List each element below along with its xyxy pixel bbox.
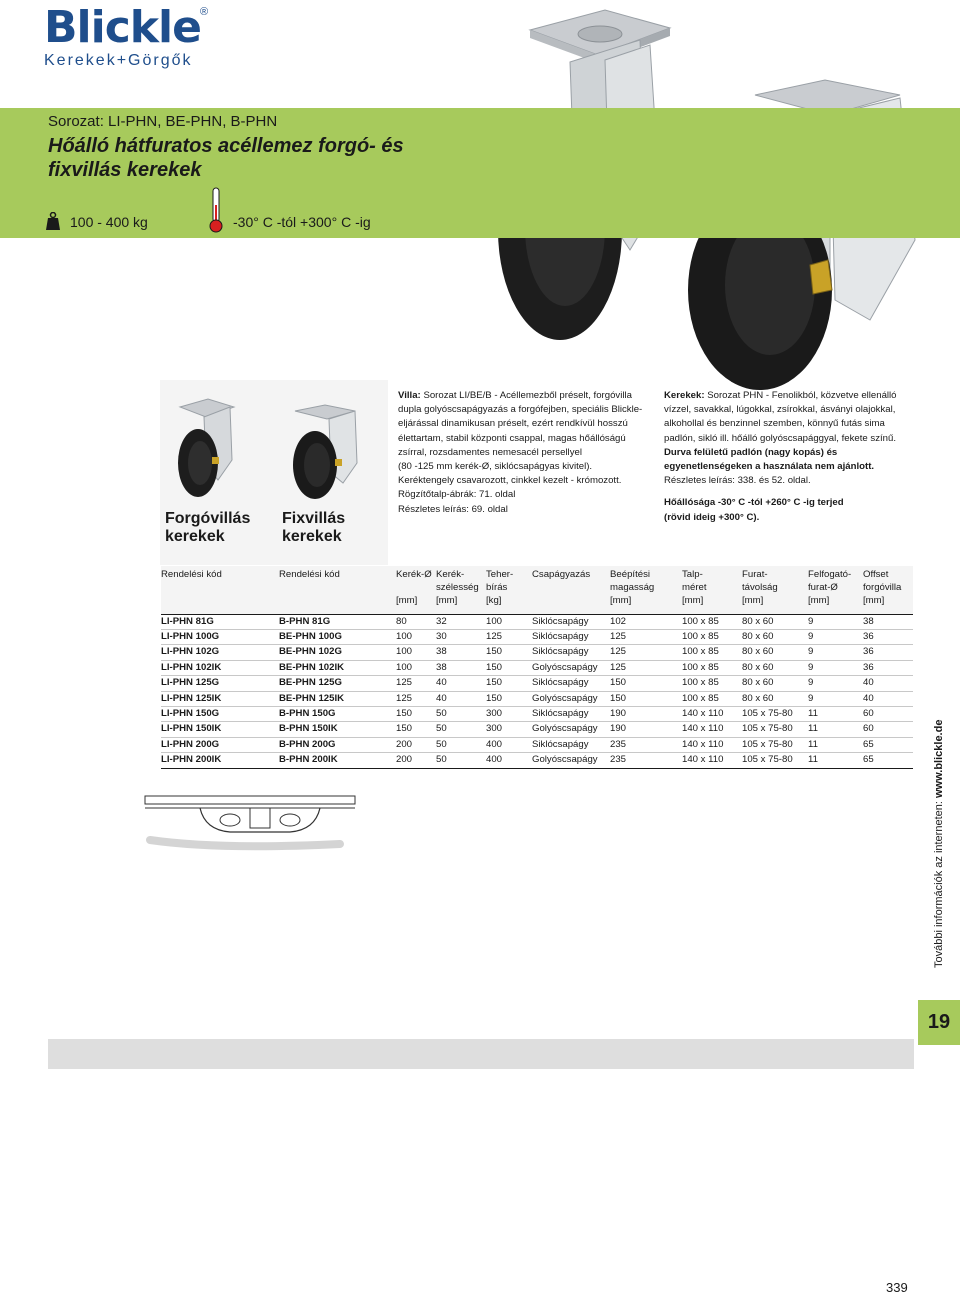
order-code-cell: B-PHN 200G xyxy=(279,737,396,752)
table-cell: 150 xyxy=(486,691,532,706)
table-cell: 9 xyxy=(808,614,863,629)
table-row xyxy=(161,722,913,737)
website-link[interactable]: www.blickle.de xyxy=(933,719,945,798)
footer-bar xyxy=(48,1039,914,1069)
table-cell: 150 xyxy=(486,660,532,675)
table-cell: 80 x 60 xyxy=(742,660,808,675)
order-code-cell: BE-PHN 125G xyxy=(279,676,396,691)
table-cell: 105 x 75-80 xyxy=(742,706,808,721)
table-cell: 50 xyxy=(436,722,486,737)
table-cell: 125 xyxy=(486,629,532,644)
swivel-caster-label: Forgóvillás kerekek xyxy=(165,510,251,545)
order-code-cell: LI-PHN 100G xyxy=(161,629,279,644)
table-cell: 150 xyxy=(396,706,436,721)
table-cell: Golyóscsapágy xyxy=(532,722,610,737)
thermometer-icon xyxy=(209,187,223,233)
column-header: Kerék-Ø [mm] xyxy=(396,569,432,606)
table-cell: 60 xyxy=(863,706,913,721)
table-row xyxy=(161,676,913,691)
page-number: 339 xyxy=(886,1280,908,1295)
table-cell: 100 x 85 xyxy=(682,691,742,706)
table-row xyxy=(161,629,913,644)
table-cell: 36 xyxy=(863,645,913,660)
table-cell: 100 x 85 xyxy=(682,645,742,660)
table-row xyxy=(161,753,913,768)
table-cell: 300 xyxy=(486,706,532,721)
website-note: További információk az interneten: www.blickle.de xyxy=(933,719,945,968)
column-header: Talp- méret [mm] xyxy=(682,569,707,606)
caster-technical-drawing xyxy=(140,790,365,860)
table-cell: 200 xyxy=(396,753,436,768)
wheel-description: Kerekek: Sorozat PHN - Fenolikból, közvetve ellenálló vízzel, savakkal, lúgokkal, zsírokkal, ásványi olajokkal, alkohollal és benzinnel szemben, könnyű futás sima padlón, sikló ill. hőálló golyóscsapággyal, fekete színű. Durva felületű padlón (nagy kopás) és egyenetlenségeken a használata nem ajánlott. Részletes leírás: 338. és 52. oldal. Hőállósága -30° C -tól +260° C -ig terjed (rövid ideig +300° C). xyxy=(664,390,897,523)
brand-name: Blickle xyxy=(44,2,201,53)
order-table xyxy=(161,566,913,769)
column-header: Teher- bírás [kg] xyxy=(486,569,514,606)
column-header: Offset forgóvilla [mm] xyxy=(863,569,902,606)
table-cell: Siklócsapágy xyxy=(532,737,610,752)
table-cell: 150 xyxy=(610,676,682,691)
order-code-cell: LI-PHN 150G xyxy=(161,706,279,721)
table-cell: Siklócsapágy xyxy=(532,629,610,644)
table-cell: 9 xyxy=(808,629,863,644)
column-header: Rendelési kód xyxy=(161,569,222,580)
table-cell: 105 x 75-80 xyxy=(742,753,808,768)
table-cell: Siklócsapágy xyxy=(532,676,610,691)
brand-logo xyxy=(44,2,209,70)
table-cell: 300 xyxy=(486,722,532,737)
table-cell: 100 xyxy=(396,660,436,675)
table-row xyxy=(161,614,913,629)
table-cell: 150 xyxy=(610,691,682,706)
order-code-cell: B-PHN 81G xyxy=(279,614,396,629)
table-cell: 100 xyxy=(486,614,532,629)
table-cell: 105 x 75-80 xyxy=(742,737,808,752)
table-cell: 200 xyxy=(396,737,436,752)
order-code-cell: LI-PHN 200G xyxy=(161,737,279,752)
table-cell: 9 xyxy=(808,691,863,706)
table-cell: 140 x 110 xyxy=(682,706,742,721)
table-cell: 50 xyxy=(436,753,486,768)
table-cell: 125 xyxy=(610,645,682,660)
column-header: Kerék- szélesség [mm] xyxy=(436,569,479,606)
table-row xyxy=(161,737,913,752)
swivel-caster-photo xyxy=(168,395,258,505)
table-cell: 40 xyxy=(863,691,913,706)
series-line: Sorozat: LI-PHN, BE-PHN, B-PHN xyxy=(48,113,278,130)
chapter-tab: 19 xyxy=(918,1000,960,1045)
table-cell: 65 xyxy=(863,753,913,768)
table-body xyxy=(161,614,913,768)
table-cell: 11 xyxy=(808,737,863,752)
table-cell: Golyóscsapágy xyxy=(532,660,610,675)
temperature-range: -30° C -tól +300° C -ig xyxy=(233,214,371,230)
order-code-cell: BE-PHN 102G xyxy=(279,645,396,660)
page-title: Hőálló hátfuratos acéllemez forgó- és fixvillás kerekek xyxy=(48,135,404,181)
weight-icon xyxy=(46,212,60,230)
column-header: Beépítési magasság [mm] xyxy=(610,569,655,606)
table-row xyxy=(161,645,913,660)
order-code-cell: B-PHN 150IK xyxy=(279,722,396,737)
table-cell: 30 xyxy=(436,629,486,644)
table-cell: 65 xyxy=(863,737,913,752)
fixed-caster-label: Fixvillás kerekek xyxy=(282,510,346,545)
order-code-cell: LI-PHN 150IK xyxy=(161,722,279,737)
table-cell: 140 x 110 xyxy=(682,753,742,768)
table-cell: 9 xyxy=(808,645,863,660)
table-cell: 400 xyxy=(486,737,532,752)
table-cell: 100 xyxy=(396,629,436,644)
table-cell: 80 x 60 xyxy=(742,629,808,644)
table-cell: 400 xyxy=(486,753,532,768)
table-cell: 102 xyxy=(610,614,682,629)
order-code-cell: B-PHN 150G xyxy=(279,706,396,721)
table-cell: 235 xyxy=(610,753,682,768)
table-cell: 80 xyxy=(396,614,436,629)
column-header: Furat- távolság [mm] xyxy=(742,569,778,606)
table-cell: 100 x 85 xyxy=(682,614,742,629)
table-cell: 125 xyxy=(610,660,682,675)
table-cell: 190 xyxy=(610,722,682,737)
table-cell: 125 xyxy=(396,676,436,691)
fork-description: Villa: Sorozat LI/BE/B - Acéllemezből préselt, forgóvilla dupla golyóscsapágyazás a forgófejben, speciális Blickle- eljárással dinamikusan préselt, ezért rendkívül hosszú élettartam, stabil központi csappal, magas hőállóságú zsírral, rozsdamentes nemesacél persellyel (80 -125 mm kerék-Ø, siklócsapágyas kivitel). Keréktengely csavarozott, cinkkel kezelt - krómozott. Rögzítőtalp-ábrák: 71. oldal Részletes leírás: 69. oldal xyxy=(398,390,643,515)
table-row xyxy=(161,691,913,706)
table-cell: 125 xyxy=(396,691,436,706)
table-cell: 140 x 110 xyxy=(682,722,742,737)
table-cell: 32 xyxy=(436,614,486,629)
table-cell: Golyóscsapágy xyxy=(532,753,610,768)
brand-tagline: Kerekek+Görgők xyxy=(44,52,193,69)
table-row xyxy=(161,706,913,721)
table-cell: 40 xyxy=(436,691,486,706)
table-cell: 50 xyxy=(436,737,486,752)
table-cell: 9 xyxy=(808,660,863,675)
table-cell: 190 xyxy=(610,706,682,721)
table-cell: 100 x 85 xyxy=(682,660,742,675)
table-cell: 36 xyxy=(863,660,913,675)
order-code-cell: LI-PHN 125IK xyxy=(161,691,279,706)
order-code-cell: LI-PHN 81G xyxy=(161,614,279,629)
table-cell: 11 xyxy=(808,753,863,768)
table-cell: 38 xyxy=(436,645,486,660)
table-cell: 150 xyxy=(396,722,436,737)
order-code-cell: BE-PHN 100G xyxy=(279,629,396,644)
order-code-cell: B-PHN 200IK xyxy=(279,753,396,768)
table-cell: Siklócsapágy xyxy=(532,645,610,660)
table-cell: 125 xyxy=(610,629,682,644)
table-cell: 100 x 85 xyxy=(682,629,742,644)
fixed-caster-photo xyxy=(285,403,375,503)
table-cell: 150 xyxy=(486,676,532,691)
table-cell: 100 x 85 xyxy=(682,676,742,691)
column-header: Rendelési kód xyxy=(279,569,340,580)
table-cell: 80 x 60 xyxy=(742,691,808,706)
table-cell: 60 xyxy=(863,722,913,737)
table-cell: 50 xyxy=(436,706,486,721)
registered-mark: ® xyxy=(200,6,209,18)
table-cell: 150 xyxy=(486,645,532,660)
table-cell: 80 x 60 xyxy=(742,614,808,629)
table-cell: 40 xyxy=(863,676,913,691)
table-cell: 140 x 110 xyxy=(682,737,742,752)
order-code-cell: BE-PHN 102IK xyxy=(279,660,396,675)
order-code-cell: LI-PHN 102G xyxy=(161,645,279,660)
order-code-cell: LI-PHN 102IK xyxy=(161,660,279,675)
table-cell: 100 xyxy=(396,645,436,660)
table-cell: 80 x 60 xyxy=(742,676,808,691)
order-code-cell: LI-PHN 125G xyxy=(161,676,279,691)
table-cell: Golyóscsapágy xyxy=(532,691,610,706)
table-cell: Siklócsapágy xyxy=(532,614,610,629)
table-cell: 11 xyxy=(808,706,863,721)
column-header: Csapágyazás xyxy=(532,569,591,580)
table-cell: 9 xyxy=(808,676,863,691)
table-cell: 11 xyxy=(808,722,863,737)
table-row xyxy=(161,660,913,675)
order-code-cell: LI-PHN 200IK xyxy=(161,753,279,768)
column-header: Felfogató- furat-Ø [mm] xyxy=(808,569,852,606)
table-cell: 38 xyxy=(436,660,486,675)
table-cell: Siklócsapágy xyxy=(532,706,610,721)
table-cell: 40 xyxy=(436,676,486,691)
table-cell: 36 xyxy=(863,629,913,644)
table-cell: 80 x 60 xyxy=(742,645,808,660)
table-cell: 38 xyxy=(863,614,913,629)
load-capacity: 100 - 400 kg xyxy=(70,214,148,230)
order-code-cell: BE-PHN 125IK xyxy=(279,691,396,706)
table-cell: 235 xyxy=(610,737,682,752)
table-cell: 105 x 75-80 xyxy=(742,722,808,737)
table-header xyxy=(161,566,913,614)
